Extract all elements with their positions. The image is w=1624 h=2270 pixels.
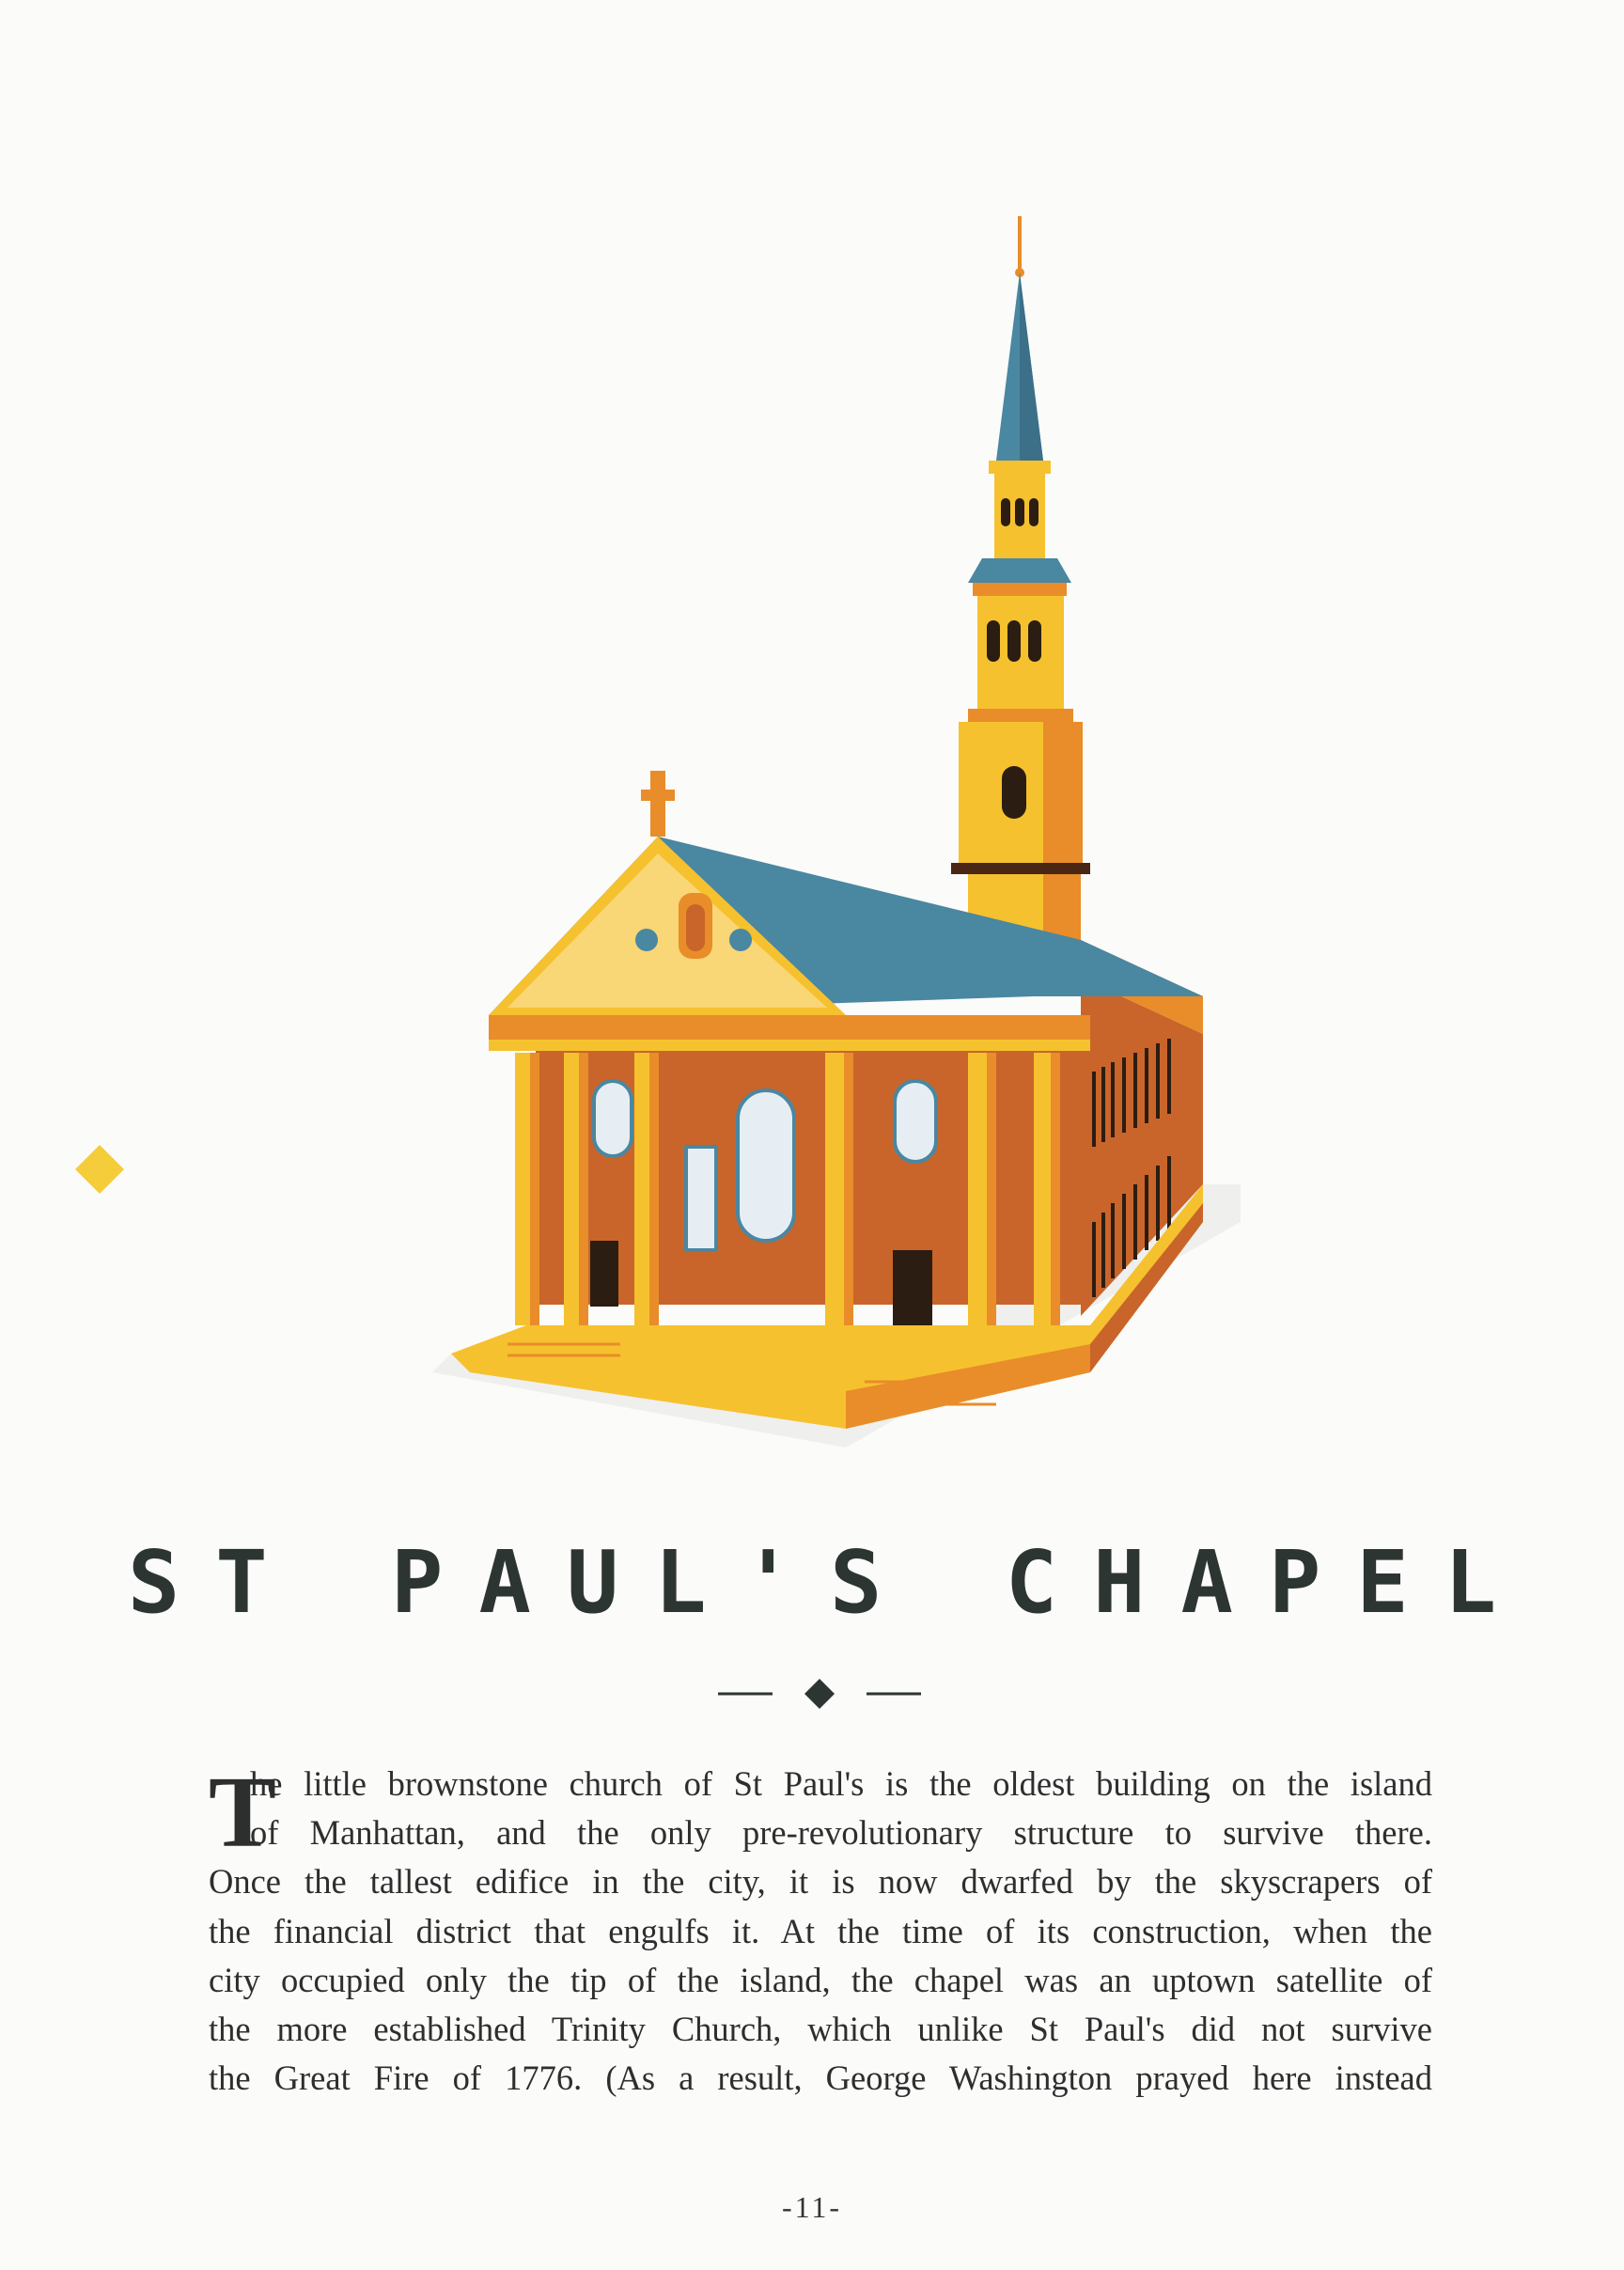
page-title: ST PAUL'S CHAPEL [127, 1532, 1533, 1633]
page-number: -11- [781, 2190, 843, 2224]
body-line: Once the tallest edifice in the city, it is now dwarfed by the skyscrapers of [209, 1862, 1432, 1902]
body-line: city occupied only the tip of the island, the chapel was an uptown satellite of [209, 1960, 1432, 1999]
body-line: the financial district that engulfs it. At the time of its construction, when the [209, 1911, 1432, 1950]
st-pauls-chapel-illustration [432, 207, 1241, 1466]
diamond-divider-ornament [718, 1675, 921, 1713]
body-paragraph [209, 1757, 1432, 2103]
body-line: he little brownstone church of St Paul's is the oldest building on the island [250, 1764, 1432, 1803]
yellow-diamond-ornament [75, 1145, 124, 1194]
body-line: the more established Trinity Church, which unlike St Paul's did not survive [209, 2010, 1432, 2049]
body-line: of Manhattan, and the only pre-revolutionary structure to survive there. [250, 1813, 1432, 1853]
drop-cap: T [209, 1757, 277, 1869]
body-line: the Great Fire of 1776. (As a result, George Washington prayed here instead [209, 2059, 1432, 2098]
